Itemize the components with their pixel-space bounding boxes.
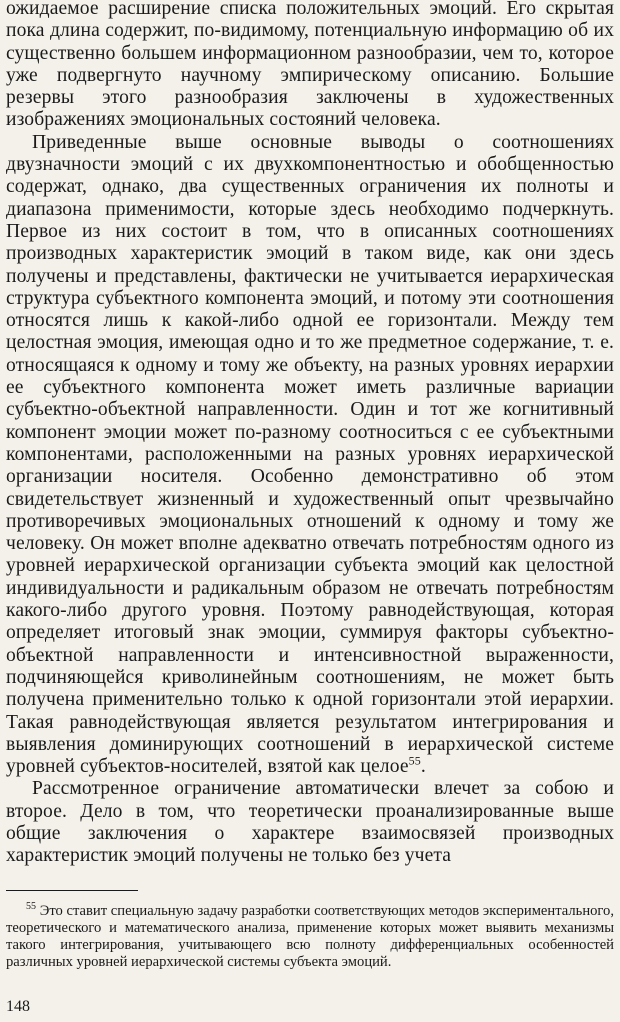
paragraph-2: Приведенные выше основные выводы о соотношениях двузначности эмоций с их двухкомпонентностью и обобщенностью содержат, однако, два существенных ограничения их полноты и диапазона применимости, которые здесь необходимо подчеркнуть. Первое из них состоит в том, что в описанных соотношениях производных характеристик эмоций в таком виде, как они здесь получены и представлены, фактически не учитывается иерархическая структура субъектного компонента эмоций, и потому эти соотношения относятся лишь к какой-либо одной ее горизонтали. Между тем целостная эмоция, имеющая одно и то же предметное содержание, т. е. относящаяся к одному и тому же объекту, на разных уровнях иерархии ее субъектного компонента может иметь различные вариации субъектно-объектной направленности. Один и тот же когнитивный компонент эмоции может по-разному соотноситься с ее субъектными компонентами, расположенными на разных уровнях иерархической организации носителя. Особенно демонстративно об этом свидетельствует жизненный и художественный опыт чрезвычайно противоречивых эмоциональных отношений к одному и тому же человеку. Он может вполне адекватно отвечать потребностям одного из уровней иерархической организации субъекта эмоций как целостной индивидуальности и радикальным образом не отвечать потребностям какого-либо другого уровня. Поэтому равнодействующая, которая определяет итоговый знак эмоции, суммируя факторы субъектно-объектной направленности и интенсивностной выраженности, подчиняющейся криволинейным соотношениям, не может быть получена применительно только к одной горизонтали этой иерархии. Такая равнодействующая является результатом интегрирования и выявления доминирующих соотношений в иерархической системе уровней субъектов-носителей, взятой как целое$^{55}$. [6,131,614,778]
paragraph-3-text: Рассмотренное ограничение автоматически влечет за собою и второе. Дело в том, что теоретически проанализированные выше общие заключения о характере взаимосвязей производных характеристик эмоций получены не только без учета [6,778,614,867]
page-number: 148 [6,998,30,1015]
footnote-divider [6,890,138,891]
footnote-text: Это ставит специальную задачу разработки соответствующих методов экспериментального, теоретического и математического анализа, применение которых может выявить механизмы такого интегрирования, учитывающего всю полноту дифференциальных особенностей различных уровней иерархической системы субъекта эмоций. [6,903,614,970]
footnote [6,903,614,971]
paragraph-1 [6,0,614,132]
paragraph-3 [6,778,614,867]
paragraph-1-text: ожидаемое расширение списка положительных эмоций. Его скрытая пока длина содержит, по-видимому, потенциальную информацию об их существенно большем информационном разнообразии, чем то, которое уже подвергнуто научному эмпирическому описанию. Большие резервы этого разнообразия заключены в художественных изображениях эмоциональных состояний человека. [6,0,614,131]
footnote-reference: 55 [408,753,421,768]
paragraph-2-text: Приведенные выше основные выводы о соотношениях двузначности эмоций с их двухкомпонентностью и обобщенностью содержат, однако, два существенных ограничения их полноты и диапазона применимости, которые здесь необходимо подчеркнуть. Первое из них состоит в том, что в описанных соотношениях производных характеристик эмоций в таком виде, как они здесь получены и представлены, фактически не учитывается иерархическая структура субъектного компонента эмоций, и потому эти соотношения относятся лишь к какой-либо одной ее горизонтали. Между тем целостная эмоция, имеющая одно и то же предметное содержание, т. е. относящаяся к одному и тому же объекту, на разных уровнях иерархии ее субъектного компонента может иметь различные вариации субъектно-объектной направленности. Один и тот же когнитивный компонент эмоции может по-разному соотноситься с ее субъектными компонентами, расположенными на разных уровнях иерархической организации носителя. Особенно демонстративно об этом свидетельствует жизненный и художественный опыт чрезвычайно противоречивых эмоциональных отношений к одному и тому же человеку. Он может вполне адекватно отвечать потребностям одного из уровней иерархической организации субъекта эмоций как целостной индивидуальности и радикальным образом не отвечать потребностям какого-либо другого уровня. Поэтому равнодействующая, которая определяет итоговый знак эмоции, суммируя факторы субъектно-объектной направленности и интенсивностной выраженности, подчиняющейся криволинейным соотношениям, не может быть получена применительно только к одной горизонтали этой иерархии. Такая равнодействующая является результатом интегрирования и выявления доминирующих соотношений в иерархической системе уровней субъектов-носителей, взятой как целое [6,131,614,778]
body-text [6,0,614,868]
footnote-paragraph [6,903,614,971]
footnote-number: 55 [26,901,36,913]
